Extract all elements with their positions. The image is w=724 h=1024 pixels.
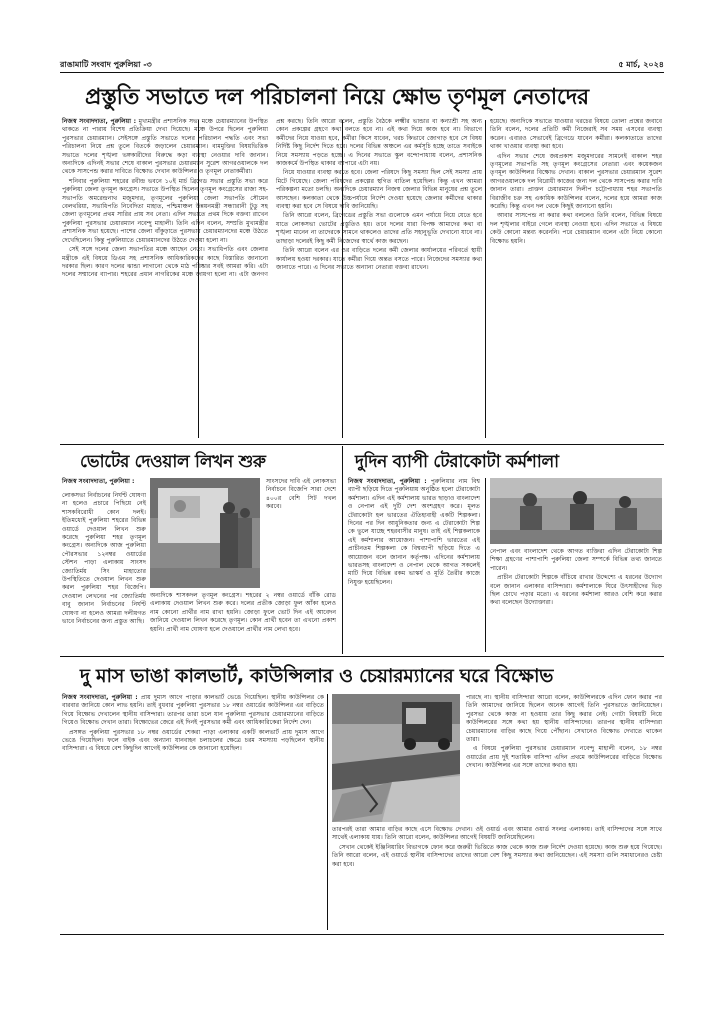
section-rule (60, 444, 664, 445)
article2-text-a (62, 492, 146, 626)
article1-paragraph: শনিবার পুরুলিয়া শহরের রবীন্দ্র ভবনে ১০ই মার্চ ব্রিগেড সভার প্রস্তুতি সভা করে পুরুলিয়া জেলা তৃণমূল কংগ্রেস। সভাতে উপস্থিত ছিলেন তৃণমূল কংগ্রেসের রাজ্য সহ-সভাপতি অমরেন্দ্রনাথ মজুমদার, তৃণমূলের পুরুলিয়া জেলা সভাপতি সৌমেন বেলথরিয়া, সভাধিপতি নিবেদিতা মাহাত, পশ্চিমাঞ্চল উন্নয়নমন্ত্রী সন্ধ্যারানী টুডু সহ জেলা তৃণমূলের প্রথম সারির প্রায় সব নেতা। এদিন সভাতে প্রথম দিকে বক্তব্য রাখেন পুরুলিয়া পুরসভার চেয়ারম্যান নবেন্দু মাহালী। তিনি এদিন বলেন, সম্প্রতি মুখ্যমন্ত্রীর প্রশাসনিক সভা হয়েছে। পাশের জেলা বাঁকুড়াতে পুরসভার চেয়ারম্যানদের মঞ্চে উঠতে দেখেছিলেন। কিন্তু পুরুলিয়াতে চেয়ারম্যানদের উঠতে দেওয়া হলো না। (62, 177, 268, 244)
article2-paragraph: লোকসভা নির্বাচনের নির্ঘণ্ট ঘোষণা না হলেও প্রচারে পিছিয়ে নেই শাসকবিরোধী কোন দলই। ইতিমধ্যেই পুরুলিয়া শহরের বিভিন্ন ওয়ার্ডে দেওয়াল লিখন শুরু করেছে পুরুলিয়া শহর তৃণমূল কংগ্রেস। অন্যদিকে আজ পুরুলিয়া পৌরসভার ১২নম্বর ওয়ার্ডের স্টেশন পাড়া এলাকায় সাংসদ জ্যোতির্ময় সিং মাহাতোর উপস্থিতিতে দেওয়াল লিখন শুরু করল পুরুলিয়া শহর বিজেপি। দেওয়াল লেখনের পর জ্যোতির্ময় বাবু জানান নির্বাচনের নির্ঘণ্ট ঘোষণা না হলেও আমরা দলীয়গত ভাবে নির্বাচনের জন্য প্রস্তুত আছি। (62, 492, 146, 626)
article3-byline: নিজস্ব সংবাদদাতা, পুরুলিয়া : (348, 478, 427, 485)
article3-body-right (490, 548, 662, 652)
article1-paragraph: তিনি আরো বলেন এর ওর বাড়িতে দলের কর্মী জেলার কার্যালয়ের পরিবর্তে স্থায়ী কার্যালয় হওয়া দরকার। যাতে কর্মীরা গিয়ে অন্তত বসতে পারে। নিজেদের সমস্যার কথা জানাতে পারে। এ দিনের সভাতে অন্যান্য নেতারা বক্তব্য রাখেন। (276, 247, 482, 271)
article1-paragraph: সেই সঙ্গে দলের জেলা সভাপতির মঞ্চে আছেন নেতা। সভাধিপতি এবং জেলার মন্ত্রীকে এই বিষয়ে ডিএম সহ প্রশাসনিক আধিকারিকদের কাছে বিস্তারিত জানানো দরকার ছিল। কারণ দলের ঝান্ডা লাগানো থেকে মাঠ পরিষ্কার সবই আমরা করি। এটা দলের সম্মানের ব্যাপার। শহরের প্রধান নাগরিকের মঞ্চে জায়গা হলো না। এটা জনগণ প্রশ্ন করছে। তিনি আরো বলেন, প্রস্তুতি বৈঠকে লক্ষ্মীর ভান্ডার বা কন্যাশ্রী সহ অন্য কোন প্রকল্পের গ্রহণে কথা বলতে হবে না। এই কথা দিয়ে কাজ হবে না। বিভাগে কর্মীদের নিয়ে যাওয়া হবে, কর্মীরা কিসে যাবেন, খরচ কিভাবে জোগাড় হবে সে বিষয় নির্দিষ্ট কিছু নির্দেশ দিতে হবে। দলের বিভিন্ন অঞ্চলে এর কর্মসূচি হচ্ছে তাতে সবাইকে নিয়ে সমস্যায় পড়তে হচ্ছে। এ দিনের সভাতে স্কুল বন্দোপাধ্যায় বলেন, প্রশাসনিক কাজকর্মে উপস্থিত থাকার ব্যাপারে এটা নয়। (62, 118, 482, 279)
article4-right-text (466, 694, 662, 824)
terracotta-workshop-photo (490, 478, 662, 544)
article4-paragraph: তারপরই তারা আমার বাড়ির কাছে এসে বিক্ষোভ দেখান। ওই ওয়ার্ড এবং আমার ওয়ার্ড সংলগ্ন এলাকায়। তাই বাসিন্দাদের সঙ্গে সাথে সাথেই এলাকায় যায়। তিনি আরো বলেন, কাউন্সিলর আগেই বিষয়টি জানিয়েছিলেন। (332, 826, 662, 842)
column-divider (485, 120, 486, 438)
column-divider (342, 120, 343, 438)
article2-text-c (150, 592, 336, 652)
article1-headline: প্রস্তুতি সভাতে দল পরিচালনা নিয়ে ক্ষোভ তৃণমূল নেতাদের (85, 85, 589, 110)
header-publication: রাঙামাটি সংবাদ পুরুলিয়া -৩ (60, 60, 152, 69)
article4-paragraph: প্রসঙ্গত পুরুলিয়া পুরসভার ১৮ নম্বর ওয়ার্ডের শেকরা পাড়া এলাকার একটি কালভার্ট প্রায় দুমাস আগে ভেঙে গিয়েছিল। ফলে বাইক এবং অন্যান্য যানবাহন চলাচলের ক্ষেত্রে চরম সমস্যায় পড়ছিলেন স্থানীয় বাসিন্দারা। এ বিষয়ে বেশ কিছুদিন আগেই কাউন্সিলর কে জানানো হয়েছিল। (62, 728, 324, 753)
article1-right-column (490, 118, 662, 440)
column-divider (198, 120, 199, 438)
article1-paragraph: মুখ্যমন্ত্রীর প্রশাসনিক সভা মঞ্চে চেয়ারম্যানের উপস্থিত থাকতে না পারায় বিশেষ প্রতিক্রিয়া দেখা দিয়েছে। মঞ্চে উপরে ছিলেন পুরুলিয়া পুরসভার চেয়ারম্যান। সেইসঙ্গে প্রস্তুতি সভাতে দলের পরিচালন পদ্ধতি এবং সভা পরিচালনা নিয়ে প্রশ্ন তুলে বিতর্কে জড়ালেন চেয়ারম্যান। বামমুক্তির বিষয়ভিত্তিক সভাতে দলের শৃঙ্খলা ভঙ্গকারীদের বিরুদ্ধে কড়া ব্যবস্থা নেওয়ার দাবি জানান। অন্যদিকে এদিনই সভার শেষে বাকাল পুরসভার চেয়ারম্যান সুরেশ আগরওয়ালকে দল থেকে সাসপেন্ড করার দাবিতে বিক্ষোভ দেখান কাউন্সিলর ও তৃণমূল নেতাকর্মীরা। (62, 118, 268, 176)
article3-paragraph: প্রাচীন টেরাকোটা শিল্পকে বাঁচিয়ে রাখার উদ্দেশ্যে এ ধরনের উদ্যোগ বলে জানান এলাকার বাসিন্দারা। কর্মশালাকে ঘিরে উৎসাহীদের ভিড় ছিল চোখে পড়ার মতো। এ ধরনের কর্মশালা আরও বেশি করে করার কথা বলেছেন উদ্যোক্তারা। (490, 574, 662, 607)
article3-headline: দুদিন ব্যাপী টেরাকোটা কর্মশালা (355, 452, 559, 472)
article1-paragraph: নিয়ে যাওয়ার ব্যবস্থা করতে হবে। জেলা পরিষদে কিছু সমস্যা ছিল সেই সমস্যা প্রায় মিটে গিয়েছে। জেলা পরিষদের প্রকল্পের স্থগিত বাতিল হয়েছিল। কিন্তু এখন আমরা পরিকল্পনা মতো চলছি। অন্যদিকে চেয়ারম্যান নিজস্ব জেলার বিভিন্ন মানুষের প্রশ্ন তুলে আসছেন। কলকাতা থেকে উচ্চপর্যায়ে নির্দেশ দেওয়া হয়েছে জেলার কর্মীদের থাকার ব্যবস্থা করা হবে সে বিষয়ে দাবি জানিয়েছি। (276, 169, 482, 211)
article1-body (62, 118, 482, 440)
page-header (60, 56, 664, 72)
article3-paragraph: পুরুলিয়ার নাম বিশ্ব ব্যাপী ছড়িয়ে দিতে পুরুলিয়ায় অনুষ্ঠিত হলো টেরাকোটা কর্মশালা। এদিন এই কর্মশালায় ভারত ছাড়াও বাংলাদেশ ও নেপাল এই দুটি দেশ অংশগ্রহণ করে। মূলত টেরাকোটা হল ভারতের ঐতিহ্যবাহী একটি শিল্পকলা। দিনের পর দিন আধুনিকতার জন্য এ টেরাকোটা শিল্প কে ভুলে যাচ্ছে শহরবাসীর মানুষ। তাই এই শিল্পকলাকে এই কর্মশালার আয়োজন। পাশাপাশি ভারতের এই প্রাচীনতম শিল্পকলা কে বিশ্বব্যাপী ছড়িয়ে দিতে এ আয়োজন বলে জানান কর্তৃপক্ষ। এদিনের কর্মশালায় ভারতসহ বাংলাদেশ ও নেপাল থেকে আগত সকলেই মাটি দিয়ে বিভিন্ন রকম ভাস্কর্য ও মূর্তি তৈরীর কাজে নিযুক্ত হয়েছিলেন। (348, 478, 480, 586)
column-divider (342, 446, 343, 654)
article4-paragraph: পারছে না। স্থানীয় বাসিন্দারা আরো বলেন, কাউন্সিলরকে এদিন ফোন করার পর তিনি আমাদের জানিয়ে ছিলেন অনেক আগেই তিনি পুরসভাতে জানিয়েছেন। পুরসভা থেকে কাজ না হওয়ায় তার কিছু করার নেই। গোটা বিষয়টি নিয়ে কাউন্সিলরের সঙ্গে কথা হয় স্থানীয় বাসিন্দাদের। তারপর স্থানীয় বাসিন্দারা চেয়ারম্যানের বাড়ির কাছে গিয়ে পৌঁছান। সেখানেও বিক্ষোভ দেখাতে থাকেন তারা। (466, 694, 662, 744)
footer-rule (60, 934, 664, 935)
article4-paragraph: প্রায় দুমাস আগে পাড়ার কালভার্ট ভেঙে গিয়েছিল। স্থানীয় কাউন্সিলর কে বারবার জানিয়ে কোন লাভ হয়নি। তাই বুধবার পুরুলিয়া পুরসভার ১৮ নম্বর ওয়ার্ডের কাউন্সিলর এর বাড়িতে গিয়ে বিক্ষোভ দেখালেন স্থানীয় বাসিন্দারা। তারপর তারা চলে যান পুরুলিয়া পুরসভার চেয়ারম্যানের বাড়িতে গিয়েও বিক্ষোভ দেখান তারা। বিক্ষোভের জেরে এই দিনই পুরসভার কর্মী এবং আধিকারিকেরা নির্দেশ দেন। (62, 694, 324, 727)
broken-culvert-photo (332, 694, 460, 822)
article4-byline: নিজস্ব সংবাদদাতা, পুরুলিয়া : (62, 694, 138, 701)
article2-paragraph: সাংসদের দাবি এই লোকসভা নির্বাচনে বিজেপি সারা দেশে ৪০০র বেশি সিট দখল করবে। (266, 478, 336, 511)
article3-body-left (348, 478, 480, 652)
column-divider (485, 478, 486, 652)
header-rule (60, 72, 664, 73)
column-divider (327, 694, 328, 930)
article1-byline: নিজস্ব সংবাদদাতা, পুরুলিয়া : (62, 118, 137, 125)
article1-paragraph: হয়েছে। অন্যদিকে সভাতে যাওয়ার খরচের বিষয়ে তোলা প্রশ্নের জবাবে তিনি বলেন, দলের প্রতিটি কর্মী নিজেরাই সব সময় এসবের ব্যবস্থা করেন। এবারও সেভাবেই ব্রিগেডে যাবেন কর্মীরা। কলকাতাতে তাদের থাকা খাওয়ার ব্যবস্থা করা হবে। (490, 118, 662, 151)
article1-paragraph: তিনি আরো বলেন, ব্রিগেডের প্রস্তুতি সভা গুলোকে এমন পর্যায়ে নিয়ে যেতে হবে যাতে লোকসভা ভোটের প্রস্তুতিও হয়। তবে দলের যারা বিপক্ষ আমাদের কথা বা শৃঙ্খলা মানেন না তাদেরকে সামনে থাকলেও তাদের প্রতি সহানুভূতি দেখানো যাবে না। তাছাড়া দলেরই কিছু কর্মী নিজেদের স্বার্থে কাজ করছেন। (276, 212, 482, 245)
article2-text-b (266, 478, 336, 538)
article1-paragraph: এদিন সভার শেষে জয়প্রকাশ মজুমদারের সামনেই বাকাল শহর তৃণমূলের সভাপতি সহ তৃণমূল কংগ্রেসের নেতারা এবং কয়েকজন তৃণমূল কাউন্সিলর বিক্ষোভ দেখান। বাকাল পুরসভার চেয়ারম্যান সুরেশ আগরওয়ালকে দল বিরোধী কাজের জন্য দল থেকে সাসপেন্ড করার দাবি জানান তারা। প্রাক্তন চেয়ারম্যান দিলীপ চট্টোপাধ্যায় শহর সভাপতি বিরাজীব চক্র সহ একাধিক কাউন্সিলর বলেন, দলের হয়ে আমরা কাজ করেছি। কিন্তু এখন দল থেকে কিছুই জানানো হয়নি। (490, 152, 662, 211)
article4-body (62, 694, 324, 930)
article4-headline: দু মাস ভাঙা কালভার্ট, কাউন্সিলার ও চেয়ারম্যানের ঘরে বিক্ষোভ (80, 665, 554, 687)
section-rule (60, 656, 664, 657)
header-date: ৫ মার্চ, ২০২৪ (618, 60, 664, 69)
article2-headline: ভোটের দেওয়াল লিখন শুরু (80, 452, 266, 472)
article3-paragraph: নেপাল এবং বাংলাদেশ থেকে আগত ব্যক্তিরা এদিন টেরাকোটা শিল্প শিক্ষা গ্রহণের পাশাপাশি পুরুলিয়া জেলা সম্পর্কে বিভিন্ন তথ্য জানতে পারেন। (490, 548, 662, 572)
article4-paragraph: এ বিষয়ে পুরুলিয়া পুরসভার চেয়ারম্যান নবেন্দু মাহালী বলেন, ১৮ নম্বর ওয়ার্ডের প্রায় দুই শতাধিক বাসিন্দা এদিন প্রথমে কাউন্সিলরের বাড়িতে বিক্ষোভ দেখান। কাউন্সিলর এর সঙ্গে তাদের কথাও হয়। (466, 745, 662, 770)
article2-byline: নিজস্ব সংবাদদাতা, পুরুলিয়া : (62, 478, 135, 485)
article4-bottom-text (332, 826, 662, 930)
article4-paragraph: সেখান থেকেই ইঞ্জিনিয়ারিং বিভাগকে ফোন করে জরুরী ভিত্তিতে কাজ থেকে কাজ শুরু নির্দেশ দেওয়া হয়েছে। কাজ শুরু হয়ে গিয়েছে। তিনি আরো বলেন, এই ওয়ার্ডে স্থানীয় বাসিন্দাদের তাদের আরো বেশ কিছু সমস্যার কথা জানিয়েছেন। এই সমস্যা গুলি সমাধানেরও চেষ্টা করা হবে। (332, 843, 662, 868)
article2-paragraph: অন্যদিকে শাসকদল তৃণমূল কংগ্রেস। শহরের ২ নম্বর ওয়ার্ডে বাঁকি রোড এলাকায় দেওয়াল লিখন শুরু করে। দলের প্রতীক জোড়া ফুল আঁকা হলেও নাম কোনো প্রার্থীর নাম রাখা হয়নি। জোড়া ফুলে ভোট দিন এই আবেদন জানিয়ে দেওয়াল লিখন করেছে তৃণমূল। কোন প্রার্থী হবেন তা এখনো প্রকাশ হয়নি। প্রার্থী নাম ঘোষণা হলে দেওয়ালে প্রার্থীর নাম লেখা হবে। (150, 592, 336, 633)
article1-paragraph: আবার সাসপেন্ড না করার কথা বললেও তিনি বলেন, বিভিন্ন বিষয়ে দল শৃঙ্খলার বাইরে গেলে ব্যবস্থা নেওয়া হবে। এদিন সভাতে এ বিষয়ে কেউ কোনো মন্তব্য করেননি। পরে চেয়ারম্যান বলেন এটা নিয়ে কোনো বিক্ষোভ হয়নি। (490, 212, 662, 245)
